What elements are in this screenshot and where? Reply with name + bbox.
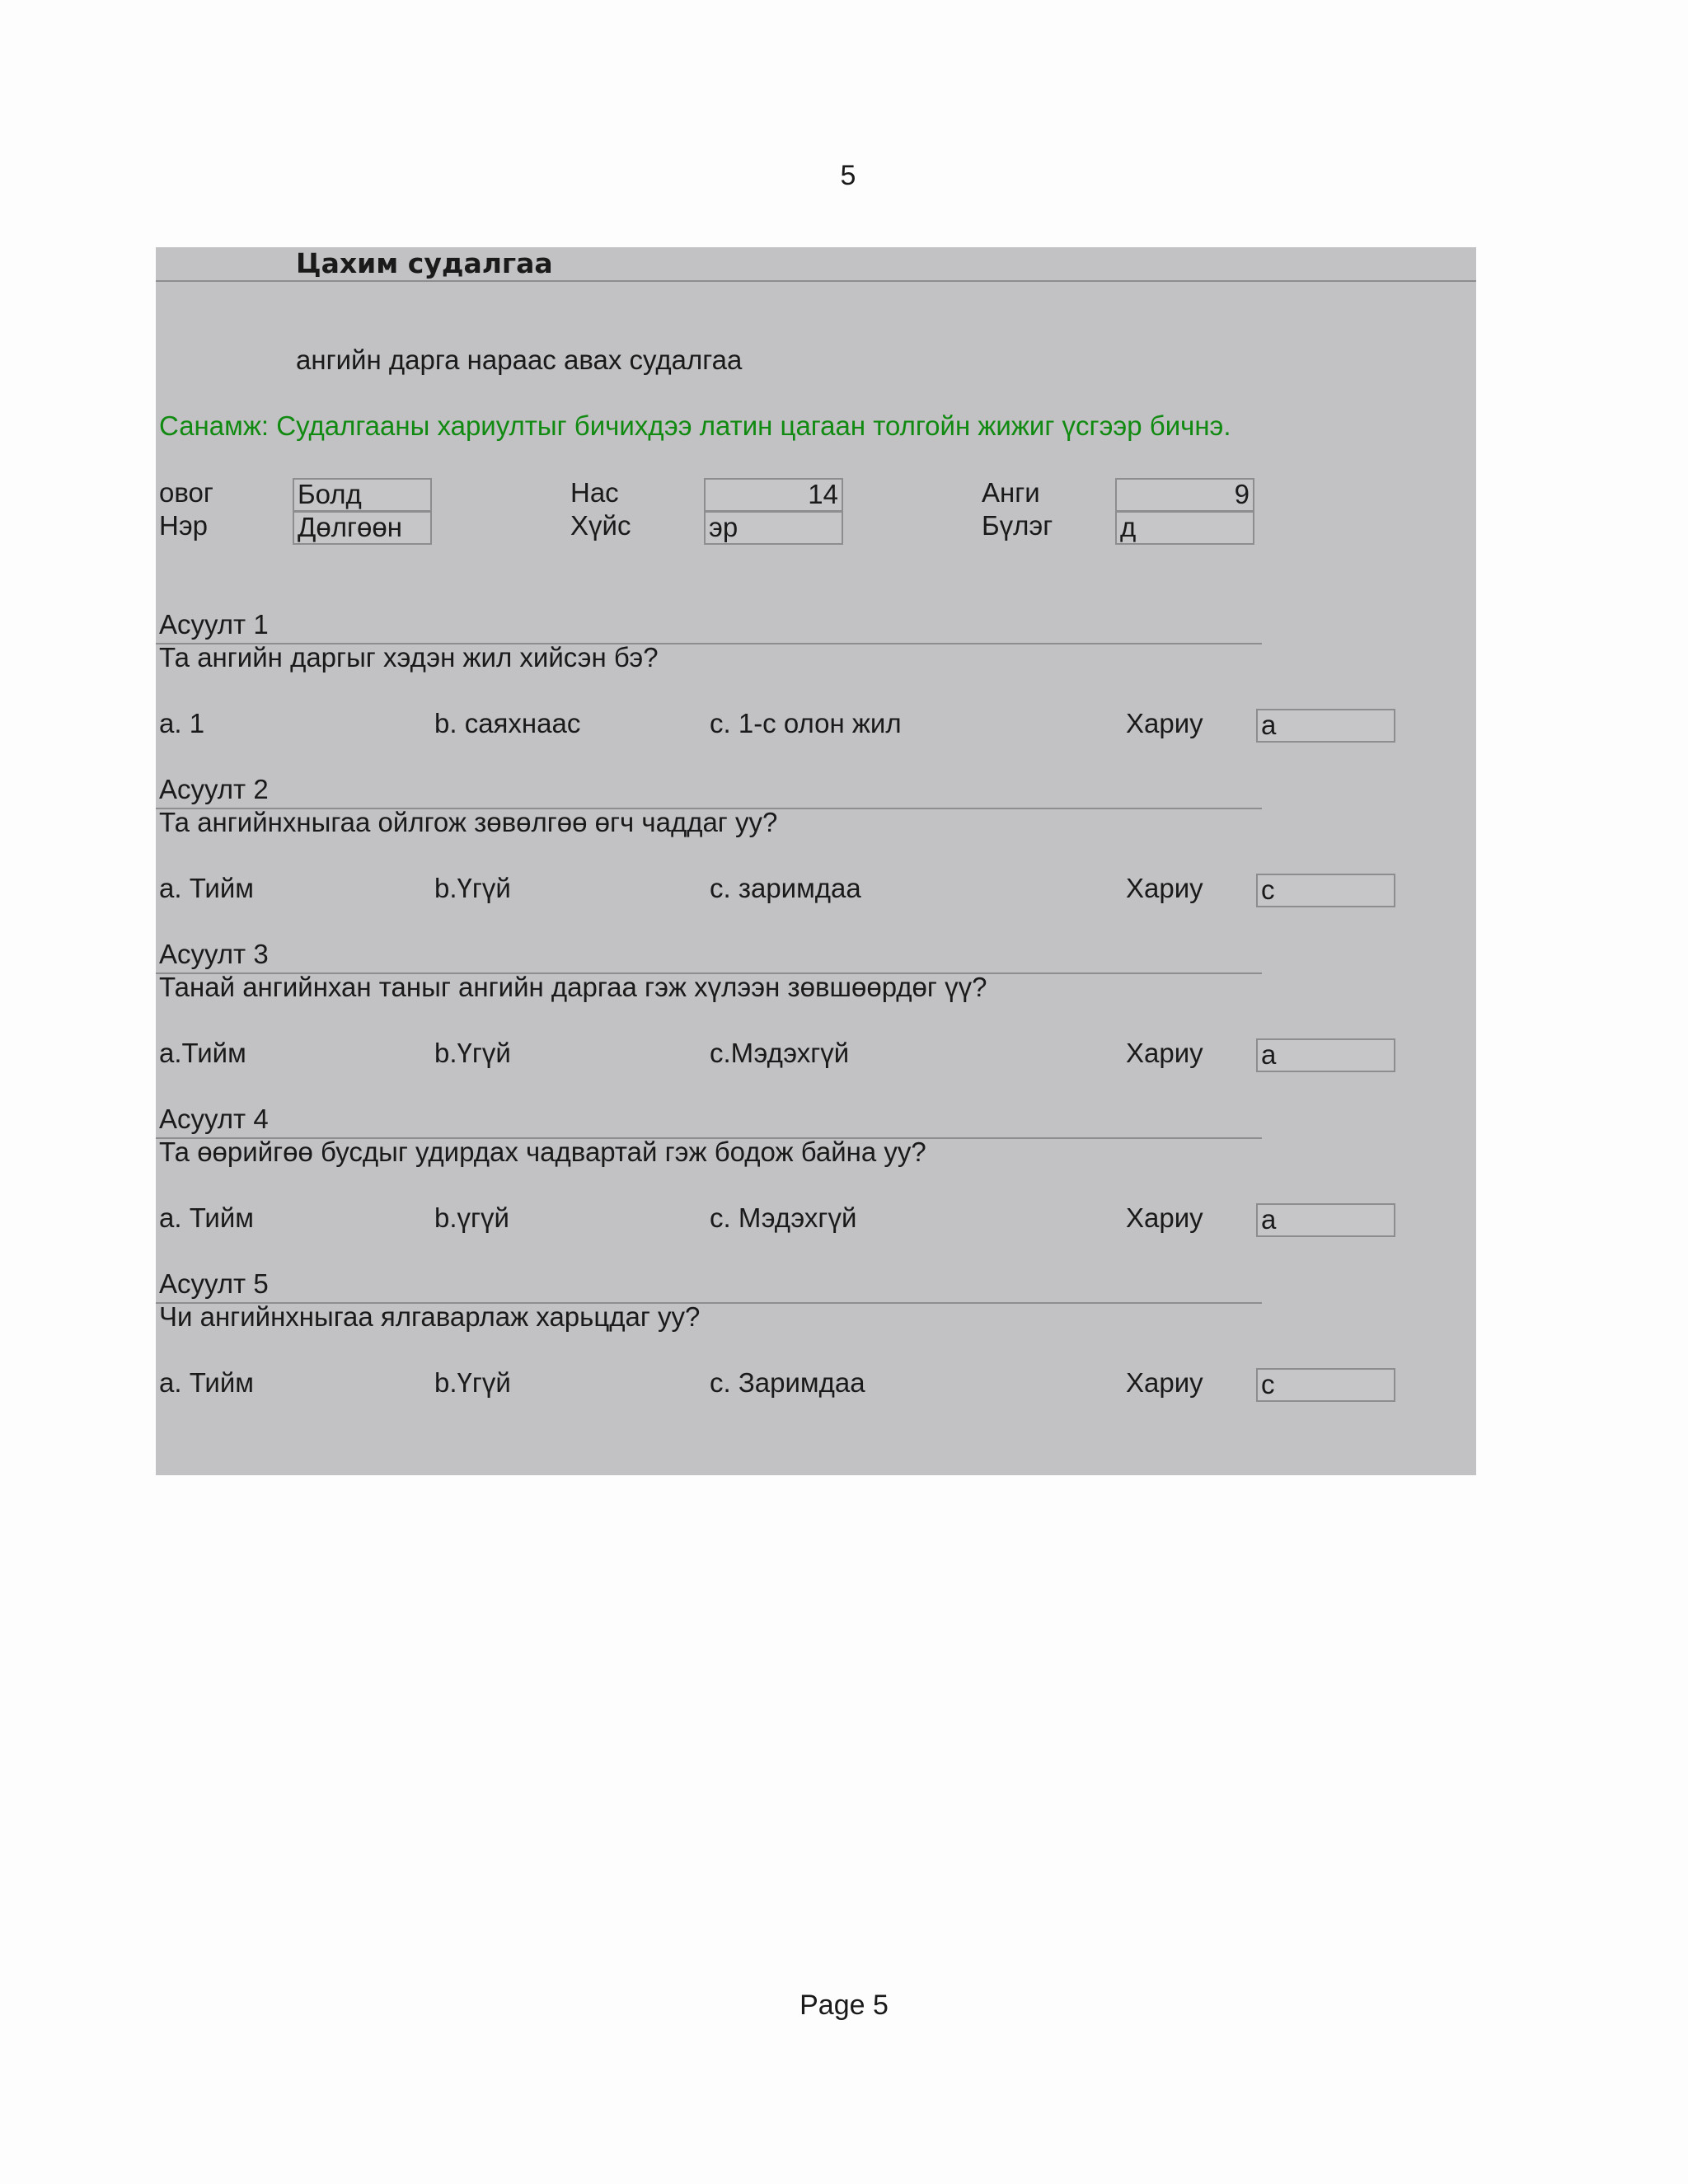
option-b: b.Үгүй — [434, 1367, 511, 1398]
question-heading: Асуулт 1 — [159, 609, 269, 640]
option-c: c. Мэдэхгүй — [710, 1202, 857, 1233]
answer-label: Хариу — [1126, 873, 1203, 903]
question-heading: Асуулт 2 — [159, 774, 269, 804]
class-label: Анги — [982, 477, 1040, 508]
page-footer: Page 5 — [799, 1990, 889, 2021]
gender-label: Хүйс — [570, 510, 631, 541]
question-text: Та ангийнхныгаа ойлгож зөвөлгөө өгч чаддаг уу? — [159, 807, 778, 837]
option-a: a. 1 — [159, 708, 205, 738]
answer-label: Хариу — [1126, 708, 1203, 738]
group-input[interactable]: д — [1115, 511, 1254, 545]
instruction-note: Санамж: Судалгааны хариултыг бичихдээ латин цагаан толгойн жижиг үсгээр бичнэ. — [159, 410, 1231, 441]
question-text: Та ангийн даргыг хэдэн жил хийсэн бэ? — [159, 642, 659, 673]
question-heading: Асуулт 3 — [159, 939, 269, 969]
option-b: b. саяхнаас — [434, 708, 581, 738]
question-heading: Асуулт 4 — [159, 1104, 269, 1134]
answer-input[interactable]: a — [1256, 1038, 1395, 1072]
answer-input[interactable]: a — [1256, 1203, 1395, 1237]
age-label: Нас — [570, 477, 619, 508]
option-c: c.Мэдэхгүй — [710, 1038, 850, 1068]
name-input[interactable]: Дөлгөөн — [293, 511, 432, 545]
answer-input[interactable]: c — [1256, 1368, 1395, 1402]
age-input[interactable]: 14 — [704, 478, 843, 512]
answer-input[interactable]: a — [1256, 709, 1395, 743]
option-a: a. Тийм — [159, 1367, 254, 1398]
form-subtitle: ангийн дарга нараас авах судалгаа — [296, 344, 743, 375]
option-c: c. Заримдаа — [710, 1367, 865, 1398]
name-label: Нэр — [159, 510, 209, 541]
answer-label: Хариу — [1126, 1038, 1203, 1068]
page-number: 5 — [840, 160, 856, 191]
option-a: a. Тийм — [159, 873, 254, 903]
option-c: c. 1-с олон жил — [710, 708, 902, 738]
group-label: Бүлэг — [982, 510, 1053, 541]
surname-input[interactable]: Болд — [293, 478, 432, 512]
option-c: c. заримдаа — [710, 873, 861, 903]
option-a: a.Тийм — [159, 1038, 246, 1068]
option-b: b.Үгүй — [434, 1038, 511, 1068]
form-title: Цахим судалгаа — [296, 247, 553, 279]
gender-input[interactable]: эр — [704, 511, 843, 545]
surname-label: овог — [159, 477, 213, 508]
answer-input[interactable]: c — [1256, 874, 1395, 907]
question-text: Танай ангийнхан таныг ангийн даргаа гэж хүлээн зөвшөөрдөг үү? — [159, 972, 987, 1002]
question-text: Та өөрийгөө бусдыг удирдах чадвартай гэж бодож байна уу? — [159, 1137, 926, 1167]
question-text: Чи ангийнхныгаа ялгаварлаж харьцдаг уу? — [159, 1301, 701, 1332]
answer-label: Хариу — [1126, 1367, 1203, 1398]
title-divider — [156, 280, 1476, 282]
option-b: b.Үгүй — [434, 873, 511, 903]
option-a: a. Тийм — [159, 1202, 254, 1233]
option-b: b.үгүй — [434, 1202, 509, 1233]
survey-form — [156, 247, 1476, 1475]
question-heading: Асуулт 5 — [159, 1268, 269, 1299]
class-input[interactable]: 9 — [1115, 478, 1254, 512]
answer-label: Хариу — [1126, 1202, 1203, 1233]
